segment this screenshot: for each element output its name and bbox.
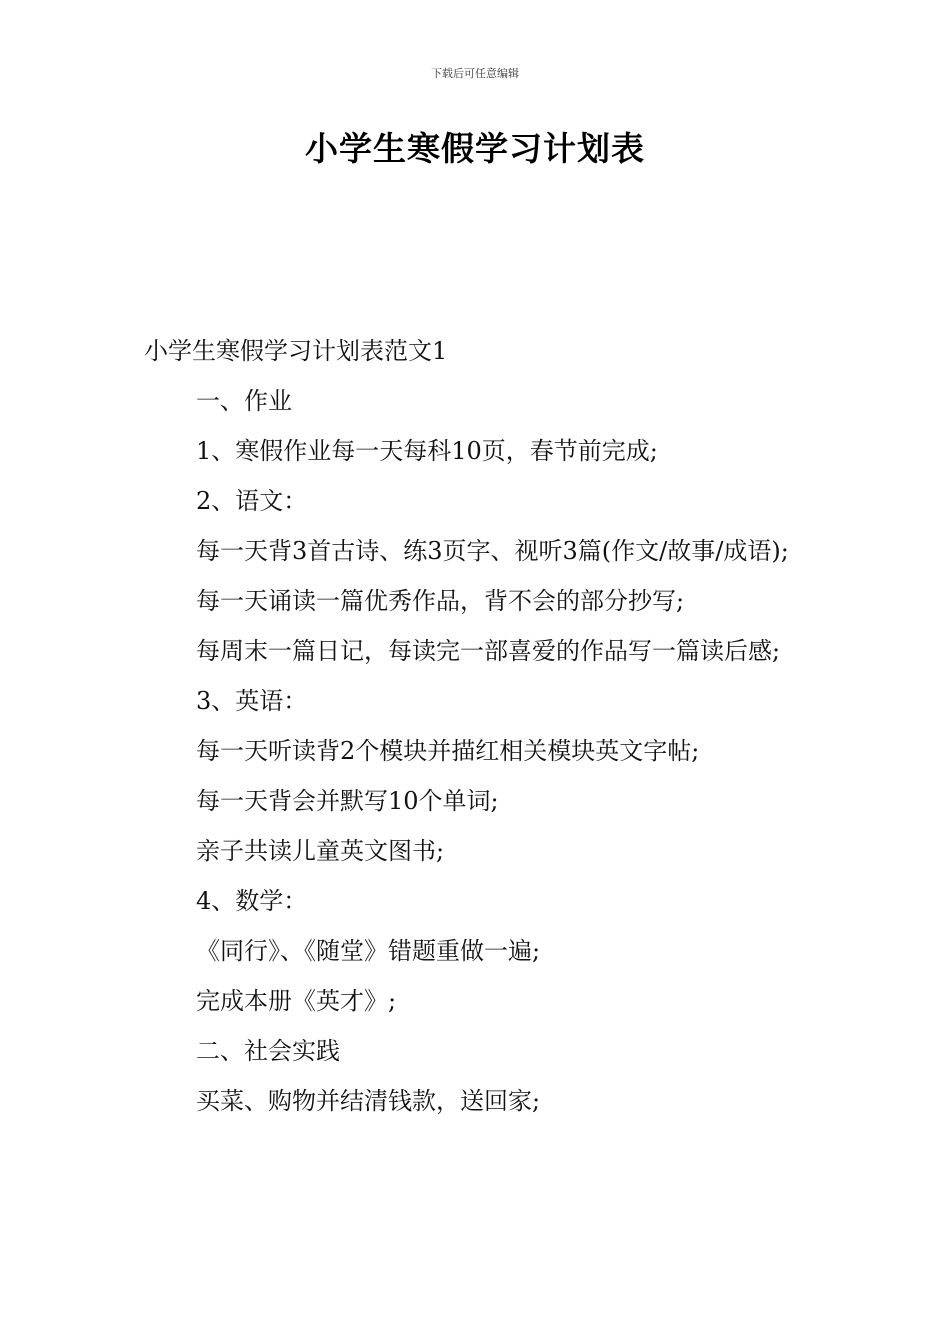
paragraph: 3、英语： — [196, 687, 308, 715]
document-title: 小学生寒假学习计划表 — [305, 129, 645, 168]
section-heading: 小学生寒假学习计划表范文1 — [144, 337, 448, 365]
paragraph: 每周末一篇日记，每读完一部喜爱的作品写一篇读后感; — [196, 637, 781, 665]
paragraph: 2、语文： — [196, 487, 308, 515]
paragraph: 4、数学： — [196, 887, 308, 915]
paragraph: 一、作业 — [196, 387, 292, 415]
paragraph: 二、社会实践 — [196, 1037, 340, 1065]
paragraph: 完成本册《英才》; — [196, 987, 397, 1015]
header-note: 下载后可任意编辑 — [431, 67, 519, 80]
paragraph: 每一天诵读一篇优秀作品，背不会的部分抄写; — [196, 587, 685, 615]
paragraph: 亲子共读儿童英文图书; — [196, 837, 445, 865]
paragraph: 每一天背会并默写10个单词; — [196, 787, 499, 815]
paragraph: 买菜、购物并结清钱款，送回家; — [196, 1087, 541, 1115]
paragraph: 《同行》、《随堂》错题重做一遍; — [196, 937, 541, 965]
paragraph: 1、寒假作业每一天每科10页，春节前完成; — [196, 437, 658, 465]
paragraph: 每一天听读背2个模块并描红相关模块英文字帖; — [196, 737, 700, 765]
document-body — [144, 326, 809, 1126]
paragraph: 每一天背3首古诗、练3页字、视听3篇(作文/故事/成语); — [196, 537, 789, 565]
